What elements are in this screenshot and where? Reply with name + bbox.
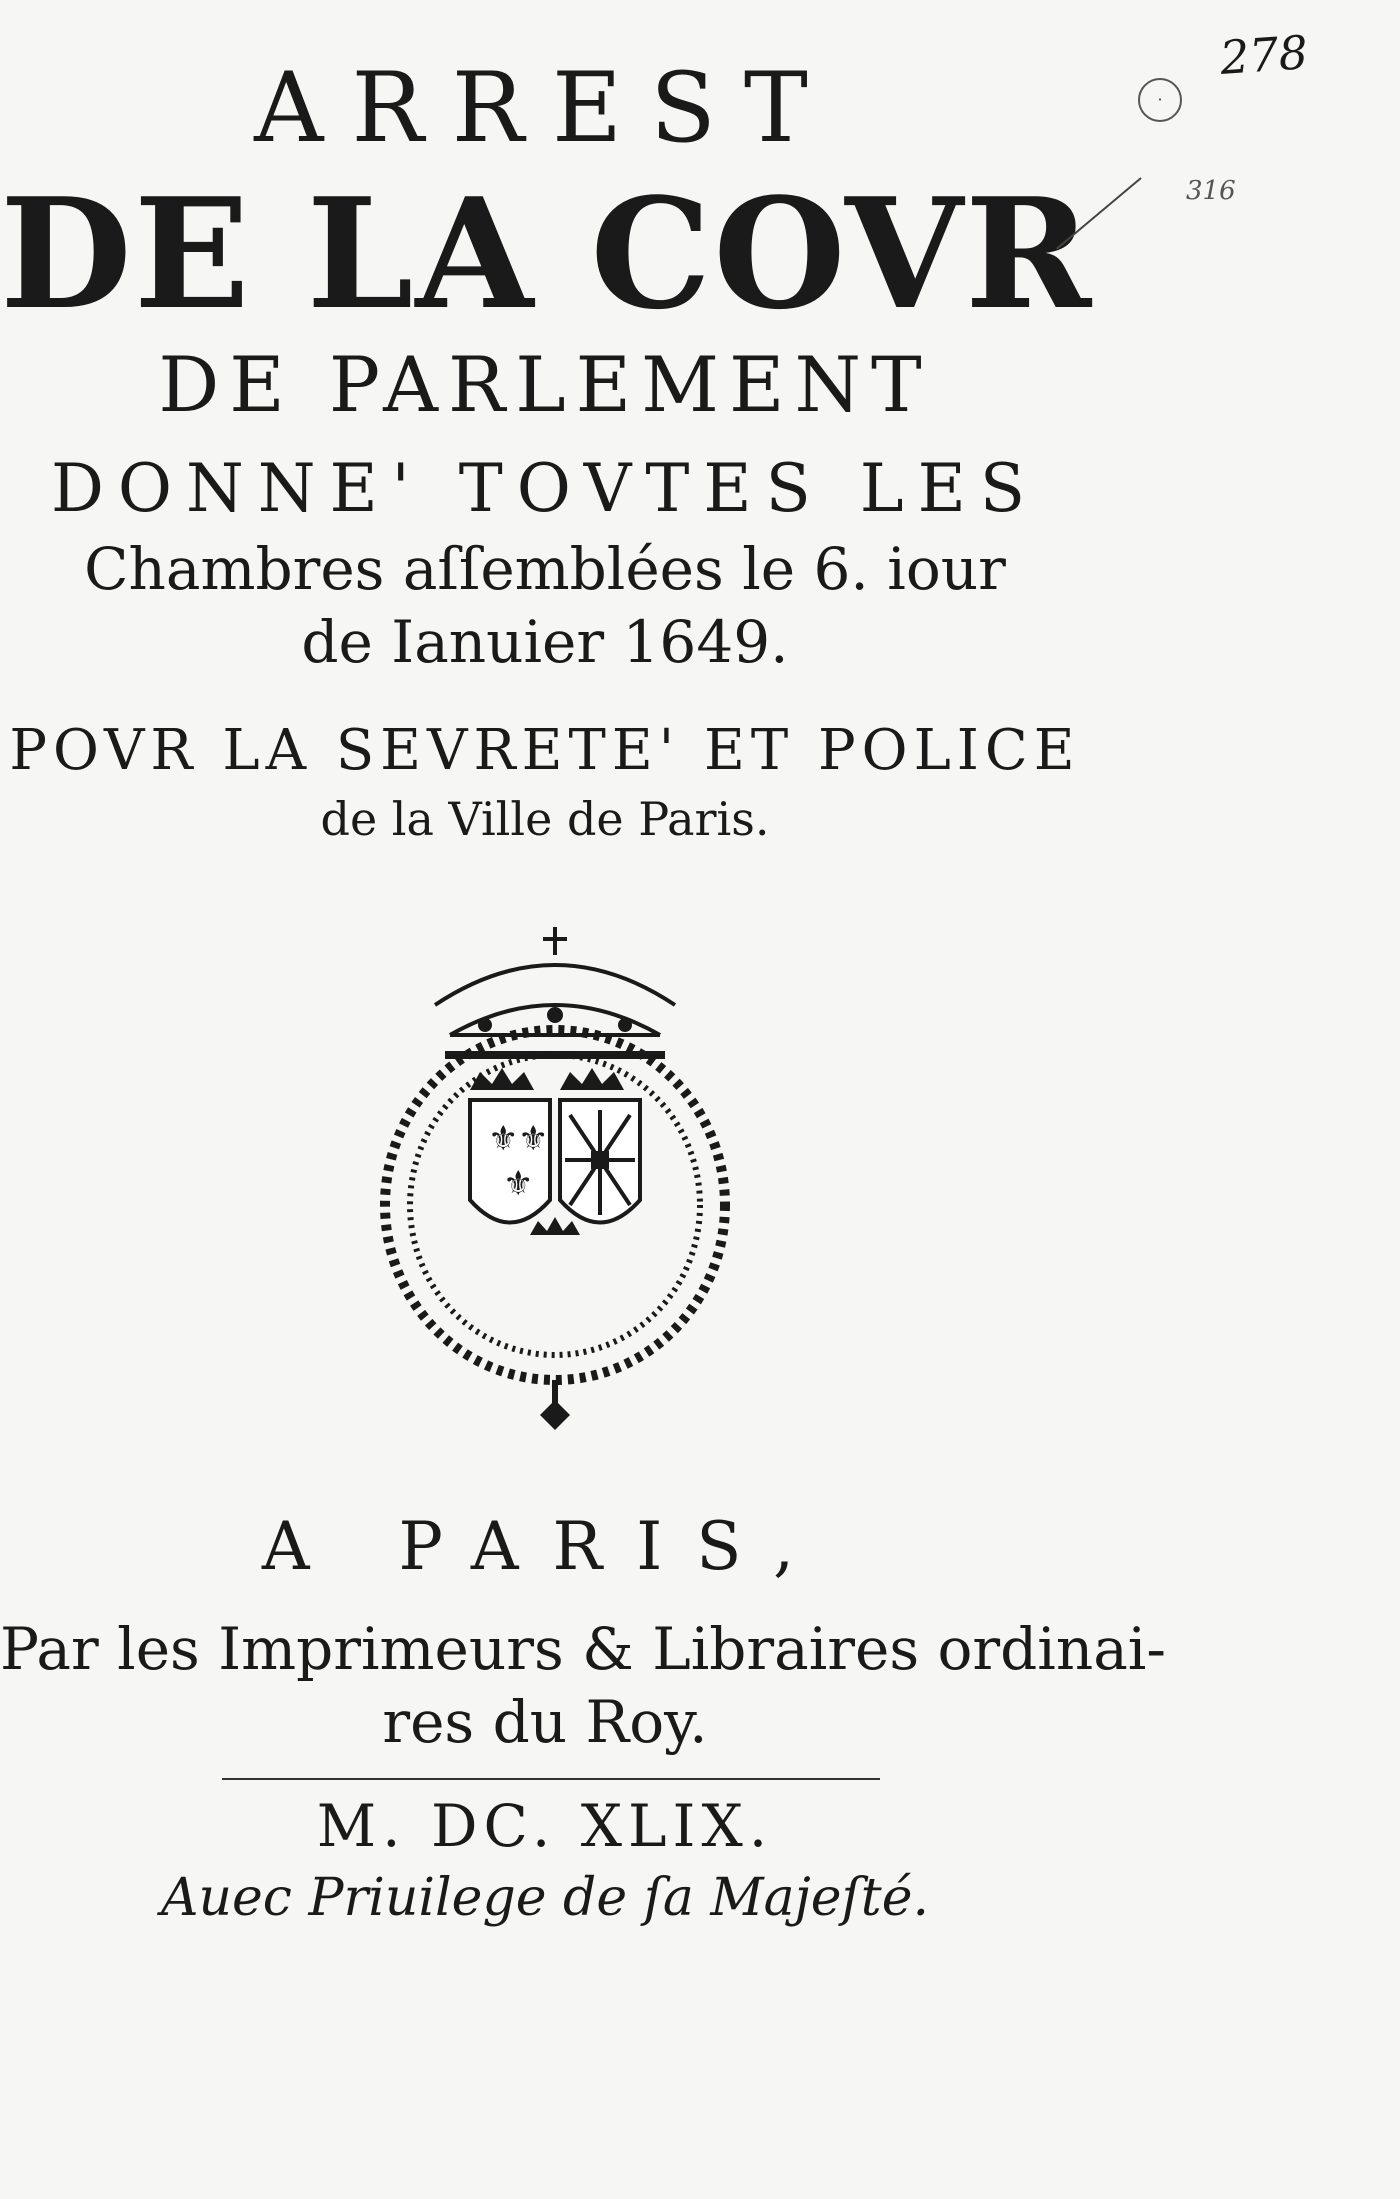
shelfmark: 316	[1186, 176, 1236, 206]
library-stamp: ·	[1138, 78, 1182, 122]
svg-text:⚜: ⚜	[518, 1119, 549, 1159]
subtitle-ville-de-paris: de la Ville de Paris.	[320, 792, 770, 846]
imprint-place: A PARIS,	[261, 1508, 829, 1585]
subtitle-chambres: Chambres aſſemblées le 6. iour	[84, 535, 1006, 603]
imprint-printers-line-2: res du Roy.	[382, 1688, 708, 1756]
svg-text:⚜: ⚜	[488, 1119, 519, 1159]
crown-icon	[435, 927, 675, 1055]
imprint-privilege: Auec Priuilege de ſa Majeſté.	[160, 1868, 929, 1928]
subtitle-donne: DONNE' TOVTES LES	[50, 450, 1040, 527]
subtitle-pour-la-seurete: POVR LA SEVRETE' ET POLICE	[9, 718, 1081, 783]
royal-coat-of-arms-icon	[355, 915, 755, 1435]
imprint-year: M. DC. XLIX.	[316, 1792, 774, 1860]
title-de-parlement: DE PARLEMENT	[158, 340, 932, 429]
folio-number: 278	[1218, 25, 1310, 85]
subtitle-date: de Ianuier 1649.	[301, 608, 789, 676]
imprint-divider	[222, 1778, 880, 1780]
imprint-printers-line-1: Par les Imprimeurs & Libraires ordinai-	[0, 1615, 1166, 1683]
title-arrest: ARREST	[254, 52, 836, 164]
title-de-la-cour: DE LA COVR	[0, 164, 1094, 343]
svg-text:⚜: ⚜	[503, 1164, 534, 1204]
